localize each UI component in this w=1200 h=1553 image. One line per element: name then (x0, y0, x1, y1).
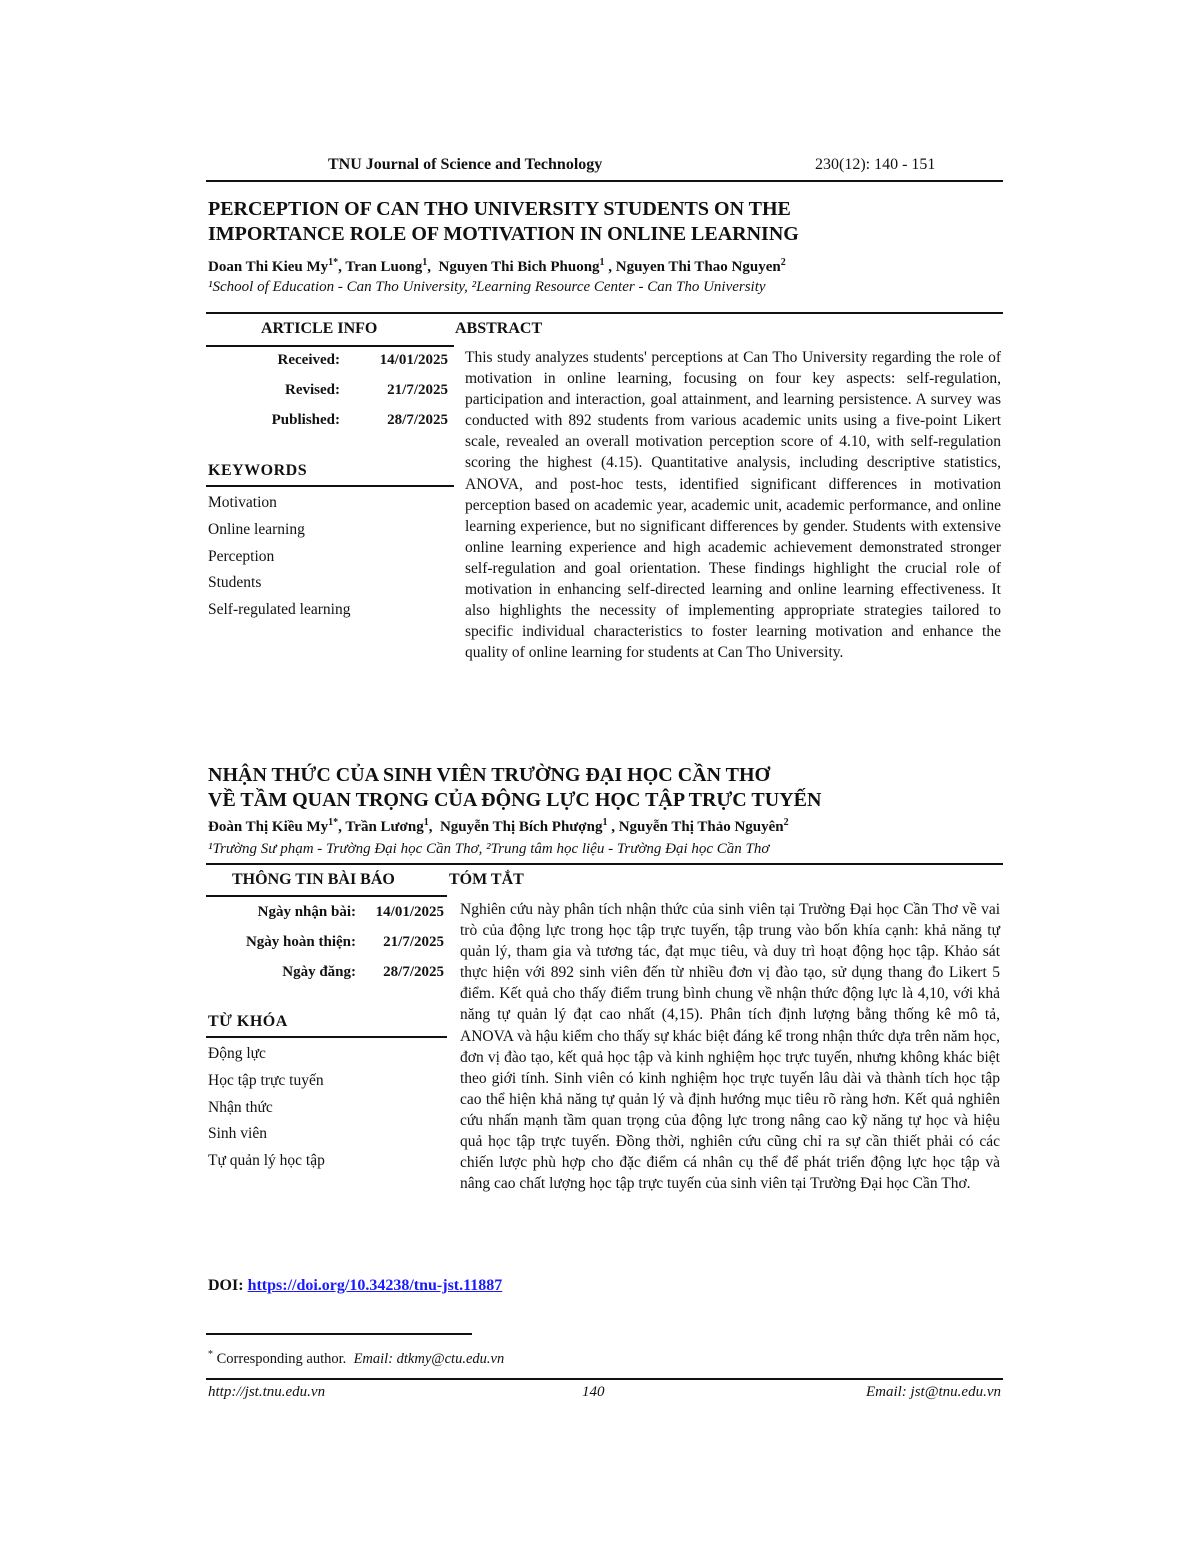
vi-received-label: Ngày nhận bài: (257, 904, 356, 920)
volume-pages: 230(12): 140 - 151 (815, 156, 936, 173)
vi-author-4: Nguyễn Thị Thảo Nguyên$^2$ (618, 817, 789, 835)
footnote-email-label: Email: (353, 1350, 394, 1367)
keyword: Nhận thức (208, 1098, 273, 1116)
doi-line (208, 1277, 502, 1295)
en-dates (208, 352, 448, 442)
vi-published-value: 28/7/2025 (383, 964, 444, 980)
vi-info-rule (206, 895, 447, 897)
footer-rule (206, 1378, 1003, 1380)
vi-author-1: Đoàn Thị Kiều $My^{1*}$ (208, 817, 339, 835)
footer-page-number: 140 (582, 1384, 605, 1400)
keyword: Perception (208, 547, 275, 565)
vi-keyword-list (208, 1041, 325, 1175)
vi-keywords-rule (206, 1036, 447, 1038)
vi-title-line-2: VỀ TẦM QUAN TRỌNG CỦA ĐỘNG LỰC HỌC TẬP TRỰC TUYẾN (208, 789, 822, 811)
footnote-email: dtkmy@ctu.edu.vn (396, 1350, 505, 1367)
footnote-text: Corresponding author. (216, 1350, 347, 1367)
en-author-3: Nguyen Thi Bich Phuong$^1$ (438, 257, 605, 275)
en-published-label: Published: (271, 412, 340, 428)
en-revised-value: 21/7/2025 (387, 382, 448, 398)
journal-name: TNU Journal of Science and Technology (328, 156, 603, 173)
en-title-line-1: PERCEPTION OF CAN THO UNIVERSITY STUDENTS ON THE (208, 198, 791, 220)
footer-site: http://jst.tnu.edu.vn (208, 1384, 326, 1400)
doi-link[interactable]: https://doi.org/10.34238/tnu-jst.11887 (247, 1277, 503, 1294)
keyword: Học tập trực tuyến (208, 1071, 324, 1089)
vi-affiliation: ¹Trường Sư phạm - Trường Đại học Cần Thơ, ²Trung tâm học liệu - Trường Đại học Cần Thơ (208, 841, 770, 857)
footnote (208, 1349, 504, 1368)
en-author-2: Tran Luong$^1$ (345, 257, 428, 275)
en-info-rule (206, 345, 454, 347)
doi-label: DOI: (208, 1277, 248, 1294)
vi-title-line-1: NHẬN THỨC CỦA SINH VIÊN TRƯỜNG ĐẠI HỌC CẦN THƠ (208, 764, 771, 786)
en-title (208, 197, 799, 247)
vi-info-top-rule (206, 863, 1003, 865)
vi-revised-value: 21/7/2025 (383, 934, 444, 950)
en-abstract-text: This study analyzes students' perceptions at Can Tho University regarding the role of motivation in online learning, focusing on four key aspects: self-regulation, participation and interaction, goal attainment, and learning persistence. A survey was conducted with 892 students from various academic units using a five-point Likert scale, revealed an overall motivation perception score of 4.10, with self-regulation scoring the highest (4.15). Quantitative analysis, including descriptive statistics, ANOVA, and post-hoc tests, identified significant differences in motivation perception based on academic year, academic unit, academic performance, and online learning experience, but no significant differences by gender. Students with extensive online learning experience and high academic achievement demonstrated stronger self-regulation and goal orientation. These findings highlight the crucial role of motivation in enhancing self-directed learning and online learning effectiveness. It also highlights the necessity of implementing appropriate strategies tailored to specific individual characteristics to foster learning motivation and enhance the quality of online learning for students at Can Tho University. (465, 349, 1001, 662)
footer-email: Email: jst@tnu.edu.vn (865, 1384, 1001, 1400)
en-published-value: 28/7/2025 (387, 412, 448, 428)
en-keyword-list (208, 490, 350, 624)
vi-article-info-heading: THÔNG TIN BÀI BÁO (232, 871, 395, 888)
en-keywords-rule (206, 485, 454, 487)
keyword: Self-regulated learning (208, 601, 351, 619)
en-abstract-heading: ABSTRACT (455, 320, 543, 337)
en-received-label: Received: (277, 352, 340, 368)
keyword: Động lực (208, 1045, 266, 1062)
keyword: Sinh viên (208, 1125, 267, 1143)
keyword: Students (208, 574, 262, 592)
en-received-value: 14/01/2025 (379, 352, 448, 368)
vi-abstract-heading: TÓM TẮT (449, 871, 524, 888)
keyword: Online learning (208, 520, 305, 538)
vi-authors: Đoàn Thị Kiều $My^{1*}$, Trần Lương$^1$, Nguyễn Thị Bích Phượng$^1$ , Nguyễn Thị Thảo Nguyên$^2$ (208, 817, 789, 835)
keyword: Tự quản lý học tập (208, 1152, 325, 1170)
header-rule (206, 180, 1003, 182)
vi-keywords-heading: TỪ KHÓA (208, 1013, 288, 1030)
en-affiliation: ¹School of Education - Can Tho University, ²Learning Resource Center - Can Tho University (208, 279, 766, 295)
en-keywords-heading: KEYWORDS (208, 462, 308, 479)
vi-dates (208, 904, 444, 994)
vi-abstract-text: Nghiên cứu này phân tích nhận thức của sinh viên tại Trường Đại học Cần Thơ về vai trò của động lực trong học tập trực tuyến, tập trung vào bốn khía cạnh: khả năng tự quản lý, tham gia và tương tác, đạt mục tiêu, và duy trì hoạt động học tập. Khảo sát thực hiện với 892 sinh viên đến từ nhiều đơn vị đào tạo, sử dụng thang đo Likert 5 điểm. Kết quả cho thấy điểm trung bình chung về nhận thức động lực là 4,10, với khả năng tự quản lý đạt cao nhất (4,15). Phân tích định lượng bằng thống kê mô tả, ANOVA và hậu kiểm cho thấy sự khác biệt đáng kể trong nhận thức dựa trên năm học, đơn vị đào tạo, kết quả học tập và kinh nghiệm học trực tuyến, nhưng không khác biệt theo giới tính. Sinh viên có kinh nghiệm học trực tuyến lâu dài và thành tích học tập cao thể hiện khả năng tự quản lý và định hướng mục tiêu rõ ràng hơn. Kết quả nghiên cứu nhấn mạnh tầm quan trọng của động lực trong nâng cao kỹ năng tự học và hiệu quả học tập trực tuyến. Đồng thời, nghiên cứu cũng chỉ ra sự cần thiết phải có các chiến lược phù hợp cho đặc điểm cá nhân cụ thể để phát triển động lực học tập và nâng cao chất lượng học tập trực tuyến của sinh viên tại Trường Đại học Cần Thơ. (460, 901, 1000, 1193)
vi-published-label: Ngày đăng: (282, 964, 356, 980)
keyword: Motivation (208, 494, 277, 511)
footnote-mark: * (208, 1349, 213, 1360)
vi-author-2: Trần Lương$^1$ (345, 817, 429, 835)
en-title-line-2: IMPORTANCE ROLE OF MOTIVATION IN ONLINE LEARNING (208, 223, 799, 245)
vi-received-value: 14/01/2025 (375, 904, 444, 920)
en-info-top-rule (206, 312, 1003, 314)
vi-revised-label: Ngày hoàn thiện: (245, 934, 356, 950)
en-author-1: Doan Thi Kieu $My^{1*}$ (208, 257, 339, 275)
en-revised-label: Revised: (285, 382, 340, 398)
vi-author-3: Nguyễn Thị Bích Phượng$^1$ (439, 817, 608, 835)
en-authors: Doan Thi Kieu $My^{1*}$, Tran Luong$^1$, Nguyen Thi Bich Phuong$^1$ , Nguyen Thi Thao Nguyen$^2$ (208, 257, 786, 275)
footnote-rule (206, 1333, 472, 1335)
vi-title (208, 763, 821, 813)
en-author-4: Nguyen Thi Thao Nguyen$^2$ (615, 257, 786, 275)
en-article-info-heading: ARTICLE INFO (261, 320, 378, 337)
